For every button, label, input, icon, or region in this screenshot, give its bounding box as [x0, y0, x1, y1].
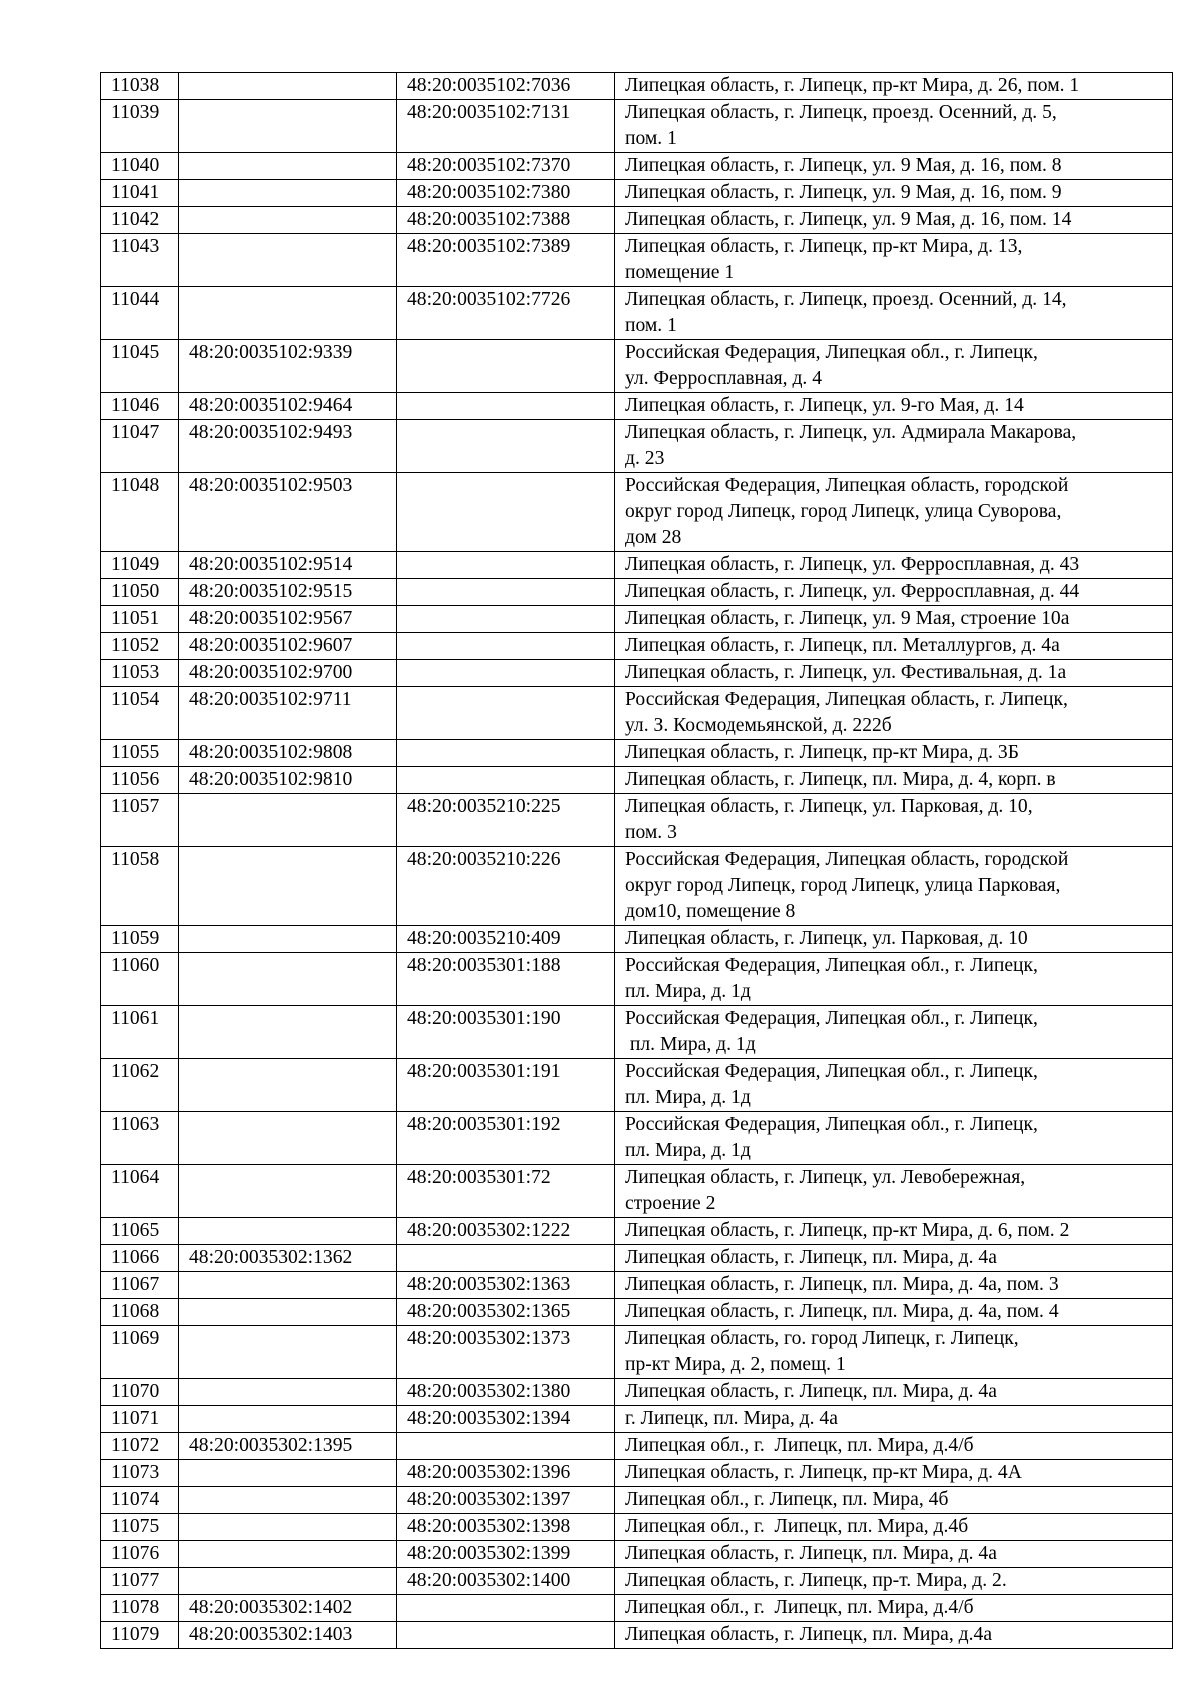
address-cell: Липецкая область, г. Липецк, пр-кт Мира, д. 3Б: [615, 740, 1173, 767]
row-number-cell: 11040: [101, 153, 179, 180]
table-row: [101, 1245, 1173, 1272]
address-cell: Липецкая область, г. Липецк, ул. Ферросплавная, д. 44: [615, 579, 1173, 606]
parcel-number-cell: [179, 1487, 397, 1514]
parcel-number-cell: [179, 1406, 397, 1433]
premises-number-cell: 48:20:0035302:1363: [397, 1272, 615, 1299]
table-row: [101, 847, 1173, 926]
table-row: [101, 473, 1173, 552]
premises-number-cell: [397, 1622, 615, 1649]
row-number-cell: 11039: [101, 100, 179, 153]
address-cell: Российская Федерация, Липецкая обл., г. Липецк, пл. Мира, д. 1д: [615, 1059, 1173, 1112]
address-cell: Липецкая область, г. Липецк, ул. Левобережная, строение 2: [615, 1165, 1173, 1218]
address-cell: Липецкая область, г. Липецк, ул. Парковая, д. 10: [615, 926, 1173, 953]
parcel-number-cell: 48:20:0035102:9567: [179, 606, 397, 633]
table-row: [101, 393, 1173, 420]
premises-number-cell: [397, 633, 615, 660]
parcel-number-cell: [179, 207, 397, 234]
table-row: [101, 633, 1173, 660]
premises-number-cell: 48:20:0035302:1394: [397, 1406, 615, 1433]
parcel-number-cell: 48:20:0035102:9339: [179, 340, 397, 393]
address-cell: Липецкая область, г. Липецк, пр-кт Мира, д. 4А: [615, 1460, 1173, 1487]
row-number-cell: 11072: [101, 1433, 179, 1460]
row-number-cell: 11075: [101, 1514, 179, 1541]
parcel-number-cell: [179, 1541, 397, 1568]
premises-number-cell: [397, 579, 615, 606]
premises-number-cell: 48:20:0035302:1397: [397, 1487, 615, 1514]
row-number-cell: 11065: [101, 1218, 179, 1245]
row-number-cell: 11041: [101, 180, 179, 207]
premises-number-cell: [397, 340, 615, 393]
row-number-cell: 11043: [101, 234, 179, 287]
table-row: [101, 180, 1173, 207]
parcel-number-cell: 48:20:0035102:9808: [179, 740, 397, 767]
premises-number-cell: [397, 420, 615, 473]
premises-number-cell: [397, 606, 615, 633]
parcel-number-cell: 48:20:0035102:9711: [179, 687, 397, 740]
table-row: [101, 1006, 1173, 1059]
row-number-cell: 11045: [101, 340, 179, 393]
row-number-cell: 11051: [101, 606, 179, 633]
row-number-cell: 11057: [101, 794, 179, 847]
row-number-cell: 11042: [101, 207, 179, 234]
parcel-number-cell: 48:20:0035302:1395: [179, 1433, 397, 1460]
premises-number-cell: [397, 687, 615, 740]
row-number-cell: 11054: [101, 687, 179, 740]
row-number-cell: 11062: [101, 1059, 179, 1112]
address-cell: Российская Федерация, Липецкая обл., г. Липецк, пл. Мира, д. 1д: [615, 953, 1173, 1006]
table-row: [101, 1487, 1173, 1514]
table-row: [101, 606, 1173, 633]
address-cell: Российская Федерация, Липецкая обл., г. Липецк, ул. Ферросплавная, д. 4: [615, 340, 1173, 393]
address-cell: Липецкая область, г. Липецк, пр-кт Мира, д. 6, пом. 2: [615, 1218, 1173, 1245]
table-row: [101, 1541, 1173, 1568]
row-number-cell: 11066: [101, 1245, 179, 1272]
table-row: [101, 1406, 1173, 1433]
address-cell: Липецкая область, г. Липецк, ул. 9 Мая, д. 16, пом. 14: [615, 207, 1173, 234]
row-number-cell: 11044: [101, 287, 179, 340]
table-row: [101, 1595, 1173, 1622]
address-cell: г. Липецк, пл. Мира, д. 4а: [615, 1406, 1173, 1433]
table-row: [101, 1272, 1173, 1299]
premises-number-cell: 48:20:0035210:225: [397, 794, 615, 847]
parcel-number-cell: [179, 1460, 397, 1487]
address-cell: Липецкая область, г. Липецк, пл. Металлургов, д. 4а: [615, 633, 1173, 660]
address-cell: Липецкая область, г. Липецк, ул. 9 Мая, строение 10а: [615, 606, 1173, 633]
row-number-cell: 11063: [101, 1112, 179, 1165]
address-cell: Липецкая область, го. город Липецк, г. Липецк, пр-кт Мира, д. 2, помещ. 1: [615, 1326, 1173, 1379]
parcel-number-cell: [179, 1272, 397, 1299]
parcel-number-cell: 48:20:0035302:1402: [179, 1595, 397, 1622]
address-cell: Липецкая область, г. Липецк, ул. 9-го Мая, д. 14: [615, 393, 1173, 420]
parcel-number-cell: [179, 1379, 397, 1406]
premises-number-cell: 48:20:0035302:1373: [397, 1326, 615, 1379]
premises-number-cell: [397, 552, 615, 579]
parcel-number-cell: [179, 953, 397, 1006]
table-row: [101, 1059, 1173, 1112]
address-cell: Липецкая область, г. Липецк, ул. 9 Мая, д. 16, пом. 8: [615, 153, 1173, 180]
address-cell: Липецкая область, г. Липецк, проезд. Осенний, д. 5, пом. 1: [615, 100, 1173, 153]
table-row: [101, 953, 1173, 1006]
table-row: [101, 287, 1173, 340]
table-row: [101, 579, 1173, 606]
row-number-cell: 11078: [101, 1595, 179, 1622]
parcel-number-cell: 48:20:0035302:1403: [179, 1622, 397, 1649]
parcel-number-cell: 48:20:0035102:9493: [179, 420, 397, 473]
table-row: [101, 420, 1173, 473]
address-cell: Липецкая область, г. Липецк, пр-т. Мира, д. 2.: [615, 1568, 1173, 1595]
row-number-cell: 11058: [101, 847, 179, 926]
row-number-cell: 11073: [101, 1460, 179, 1487]
parcel-number-cell: [179, 1059, 397, 1112]
premises-number-cell: [397, 1245, 615, 1272]
address-cell: Липецкая обл., г. Липецк, пл. Мира, д.4/б: [615, 1595, 1173, 1622]
parcel-number-cell: 48:20:0035102:9700: [179, 660, 397, 687]
parcel-number-cell: 48:20:0035102:9503: [179, 473, 397, 552]
parcel-number-cell: 48:20:0035102:9607: [179, 633, 397, 660]
table-row: [101, 207, 1173, 234]
row-number-cell: 11069: [101, 1326, 179, 1379]
row-number-cell: 11079: [101, 1622, 179, 1649]
row-number-cell: 11052: [101, 633, 179, 660]
premises-number-cell: 48:20:0035301:72: [397, 1165, 615, 1218]
row-number-cell: 11050: [101, 579, 179, 606]
premises-number-cell: [397, 1433, 615, 1460]
premises-number-cell: 48:20:0035102:7388: [397, 207, 615, 234]
premises-number-cell: 48:20:0035302:1380: [397, 1379, 615, 1406]
parcel-number-cell: [179, 153, 397, 180]
address-cell: Российская Федерация, Липецкая область, городской округ город Липецк, город Липецк, улица Парковая, дом10, помещение 8: [615, 847, 1173, 926]
table-row: [101, 1218, 1173, 1245]
parcel-number-cell: [179, 1006, 397, 1059]
premises-number-cell: 48:20:0035102:7036: [397, 73, 615, 100]
premises-number-cell: 48:20:0035302:1365: [397, 1299, 615, 1326]
parcel-number-cell: [179, 1299, 397, 1326]
table-row: [101, 234, 1173, 287]
address-cell: Липецкая область, г. Липецк, пл. Мира, д. 4, корп. в: [615, 767, 1173, 794]
table-row: [101, 552, 1173, 579]
parcel-number-cell: [179, 234, 397, 287]
address-cell: Липецкая область, г. Липецк, пл. Мира, д. 4а, пом. 4: [615, 1299, 1173, 1326]
row-number-cell: 11061: [101, 1006, 179, 1059]
address-cell: Липецкая область, г. Липецк, ул. 9 Мая, д. 16, пом. 9: [615, 180, 1173, 207]
premises-number-cell: [397, 740, 615, 767]
address-cell: Липецкая область, г. Липецк, пл. Мира, д. 4а, пом. 3: [615, 1272, 1173, 1299]
address-cell: Липецкая область, г. Липецк, пр-кт Мира, д. 13, помещение 1: [615, 234, 1173, 287]
premises-number-cell: [397, 393, 615, 420]
parcel-number-cell: 48:20:0035102:9810: [179, 767, 397, 794]
row-number-cell: 11056: [101, 767, 179, 794]
table-row: [101, 100, 1173, 153]
parcel-number-cell: [179, 1165, 397, 1218]
address-cell: Липецкая область, г. Липецк, ул. Фестивальная, д. 1а: [615, 660, 1173, 687]
parcel-number-cell: [179, 1218, 397, 1245]
table-row: [101, 1165, 1173, 1218]
address-cell: Липецкая обл., г. Липецк, пл. Мира, д.4/б: [615, 1433, 1173, 1460]
table-row: [101, 1326, 1173, 1379]
table-row: [101, 1460, 1173, 1487]
premises-number-cell: 48:20:0035301:190: [397, 1006, 615, 1059]
table-row: [101, 926, 1173, 953]
premises-number-cell: 48:20:0035210:409: [397, 926, 615, 953]
premises-number-cell: 48:20:0035302:1396: [397, 1460, 615, 1487]
premises-number-cell: 48:20:0035102:7389: [397, 234, 615, 287]
table-row: [101, 73, 1173, 100]
address-cell: Липецкая обл., г. Липецк, пл. Мира, д.4б: [615, 1514, 1173, 1541]
address-cell: Липецкая область, г. Липецк, пл. Мира, д. 4а: [615, 1245, 1173, 1272]
parcel-number-cell: [179, 1326, 397, 1379]
parcel-number-cell: [179, 926, 397, 953]
premises-number-cell: 48:20:0035302:1400: [397, 1568, 615, 1595]
premises-number-cell: 48:20:0035102:7380: [397, 180, 615, 207]
table-row: [101, 767, 1173, 794]
row-number-cell: 11046: [101, 393, 179, 420]
address-cell: Российская Федерация, Липецкая область, г. Липецк, ул. З. Космодемьянской, д. 222б: [615, 687, 1173, 740]
row-number-cell: 11047: [101, 420, 179, 473]
premises-number-cell: 48:20:0035102:7131: [397, 100, 615, 153]
premises-number-cell: 48:20:0035102:7370: [397, 153, 615, 180]
address-cell: Липецкая область, г. Липецк, пр-кт Мира, д. 26, пом. 1: [615, 73, 1173, 100]
address-cell: Липецкая область, г. Липецк, ул. Адмирала Макарова, д. 23: [615, 420, 1173, 473]
row-number-cell: 11053: [101, 660, 179, 687]
address-cell: Липецкая обл., г. Липецк, пл. Мира, 4б: [615, 1487, 1173, 1514]
premises-number-cell: 48:20:0035301:188: [397, 953, 615, 1006]
parcel-number-cell: 48:20:0035302:1362: [179, 1245, 397, 1272]
premises-number-cell: 48:20:0035301:191: [397, 1059, 615, 1112]
row-number-cell: 11055: [101, 740, 179, 767]
row-number-cell: 11048: [101, 473, 179, 552]
row-number-cell: 11070: [101, 1379, 179, 1406]
row-number-cell: 11038: [101, 73, 179, 100]
parcel-number-cell: 48:20:0035102:9515: [179, 579, 397, 606]
parcel-number-cell: [179, 1514, 397, 1541]
address-cell: Липецкая область, г. Липецк, пл. Мира, д. 4а: [615, 1541, 1173, 1568]
address-cell: Российская Федерация, Липецкая обл., г. Липецк, пл. Мира, д. 1д: [615, 1006, 1173, 1059]
table-row: [101, 1622, 1173, 1649]
table-row: [101, 1112, 1173, 1165]
parcel-number-cell: [179, 180, 397, 207]
address-cell: Российская Федерация, Липецкая обл., г. Липецк, пл. Мира, д. 1д: [615, 1112, 1173, 1165]
parcel-number-cell: [179, 1568, 397, 1595]
address-cell: Липецкая область, г. Липецк, пл. Мира, д.4а: [615, 1622, 1173, 1649]
premises-number-cell: [397, 767, 615, 794]
row-number-cell: 11076: [101, 1541, 179, 1568]
premises-number-cell: [397, 660, 615, 687]
premises-number-cell: [397, 1595, 615, 1622]
row-number-cell: 11068: [101, 1299, 179, 1326]
premises-number-cell: 48:20:0035302:1398: [397, 1514, 615, 1541]
premises-number-cell: [397, 473, 615, 552]
address-cell: Липецкая область, г. Липецк, ул. Парковая, д. 10, пом. 3: [615, 794, 1173, 847]
table-row: [101, 153, 1173, 180]
table-row: [101, 1568, 1173, 1595]
table-row: [101, 1433, 1173, 1460]
row-number-cell: 11060: [101, 953, 179, 1006]
table-row: [101, 1514, 1173, 1541]
row-number-cell: 11077: [101, 1568, 179, 1595]
row-number-cell: 11071: [101, 1406, 179, 1433]
table-row: [101, 660, 1173, 687]
address-cell: Липецкая область, г. Липецк, пл. Мира, д. 4а: [615, 1379, 1173, 1406]
parcel-number-cell: 48:20:0035102:9464: [179, 393, 397, 420]
parcel-number-cell: 48:20:0035102:9514: [179, 552, 397, 579]
address-cell: Липецкая область, г. Липецк, проезд. Осенний, д. 14, пом. 1: [615, 287, 1173, 340]
table-row: [101, 794, 1173, 847]
parcel-number-cell: [179, 1112, 397, 1165]
table-row: [101, 687, 1173, 740]
table-row: [101, 340, 1173, 393]
row-number-cell: 11049: [101, 552, 179, 579]
row-number-cell: 11064: [101, 1165, 179, 1218]
table-row: [101, 1299, 1173, 1326]
premises-number-cell: 48:20:0035102:7726: [397, 287, 615, 340]
parcel-number-cell: [179, 847, 397, 926]
row-number-cell: 11067: [101, 1272, 179, 1299]
premises-number-cell: 48:20:0035210:226: [397, 847, 615, 926]
premises-number-cell: 48:20:0035302:1222: [397, 1218, 615, 1245]
row-number-cell: 11059: [101, 926, 179, 953]
property-table: [100, 72, 1173, 1649]
address-cell: Липецкая область, г. Липецк, ул. Ферросплавная, д. 43: [615, 552, 1173, 579]
table-row: [101, 740, 1173, 767]
property-table-body: [101, 73, 1173, 1649]
parcel-number-cell: [179, 73, 397, 100]
parcel-number-cell: [179, 794, 397, 847]
premises-number-cell: 48:20:0035302:1399: [397, 1541, 615, 1568]
table-row: [101, 1379, 1173, 1406]
row-number-cell: 11074: [101, 1487, 179, 1514]
premises-number-cell: 48:20:0035301:192: [397, 1112, 615, 1165]
address-cell: Российская Федерация, Липецкая область, городской округ город Липецк, город Липецк, улица Суворова, дом 28: [615, 473, 1173, 552]
parcel-number-cell: [179, 287, 397, 340]
parcel-number-cell: [179, 100, 397, 153]
